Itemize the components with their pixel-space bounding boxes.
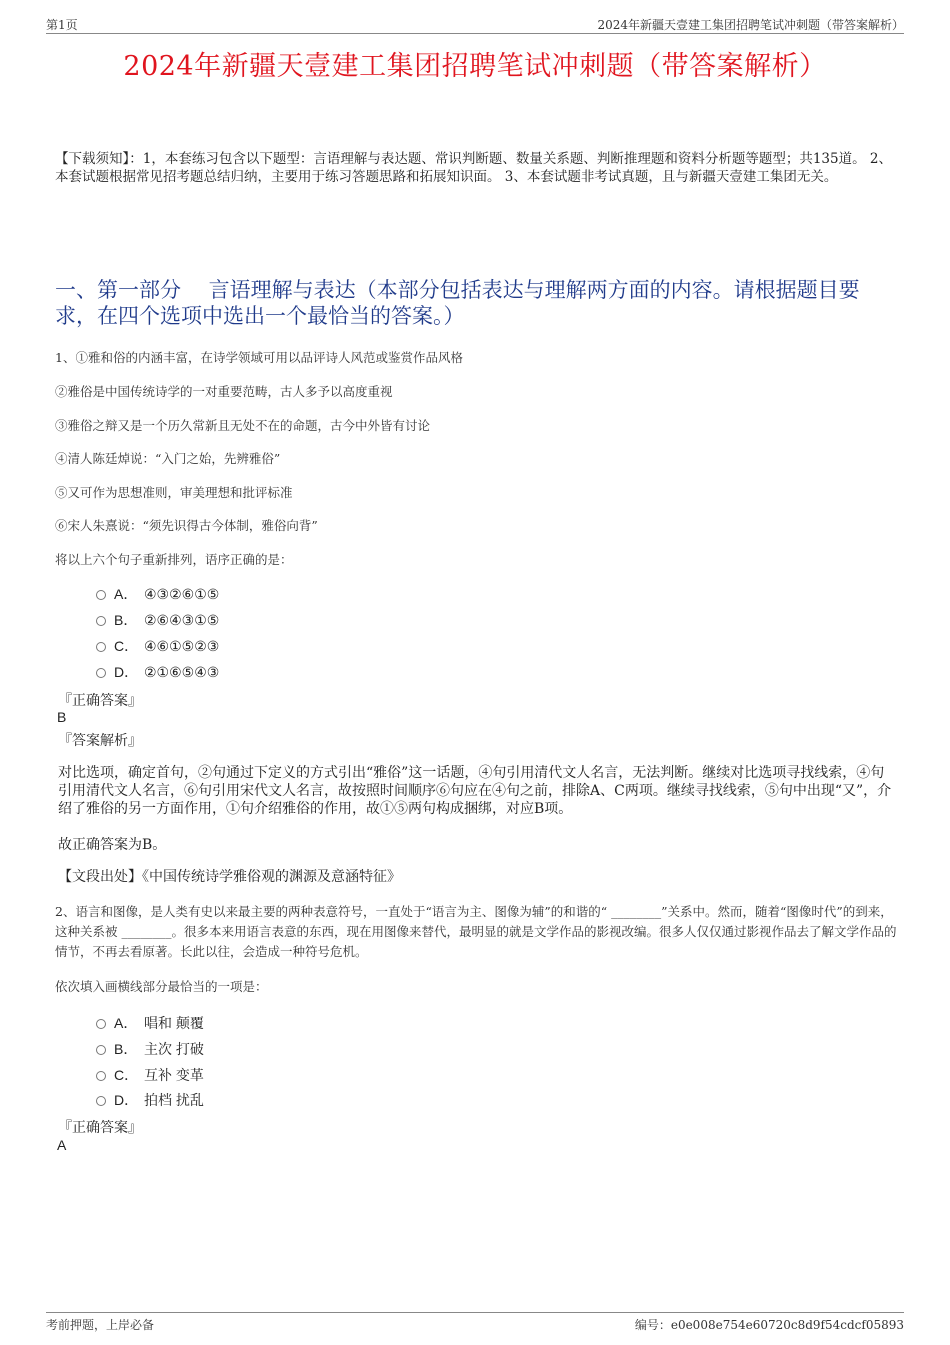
q2-stem: 2、语言和图像，是人类有史以来最主要的两种表意符号，一直处于“语言为主、图像为辅”的和谐的“ ________”关系中。然而，随着“图像时代”的到来，这种关系被 ________。很多本来用语言表意的东西，现在用图像来替代，最明显的就是文学作品的影视改编。很多人仅仅通过影视作品去了解文学作品的情节，不再去看原著。长此以往，会造成一种符号危机。 [55, 904, 897, 959]
page-number: 第1页 [46, 18, 78, 32]
q2-option-a[interactable]: A． 唱和 颠覆 [96, 1013, 204, 1033]
radio-icon[interactable] [96, 1071, 106, 1081]
document-title: 2024年新疆天壹建工集团招聘笔试冲刺题（带答案解析） [123, 51, 827, 82]
q1-prompt: 将以上六个句子重新排列，语序正确的是： [55, 552, 293, 567]
q1-source: 【文段出处】《中国传统诗学雅俗观的渊源及意涵特征》 [58, 869, 401, 885]
q1-line-2: ②雅俗是中国传统诗学的一对重要范畴，古人多予以高度重视 [55, 384, 393, 399]
q2-option-c[interactable]: C． 互补 变革 [96, 1065, 204, 1085]
q1-line-5: ⑤又可作为思想准则，审美理想和批评标准 [55, 485, 293, 500]
q1-analysis-label: 『答案解析』 [58, 733, 142, 749]
header-doc-title: 2024年新疆天壹建工集团招聘笔试冲刺题（带答案解析） [597, 18, 904, 32]
q1-option-b[interactable]: B． ②⑥④③①⑤ [96, 610, 219, 630]
q1-line-1: 1、①雅和俗的内涵丰富，在诗学领域可用以品评诗人风范或鉴赏作品风格 [55, 350, 463, 365]
q2-answer: A [57, 1137, 67, 1153]
radio-icon[interactable] [96, 642, 106, 652]
q1-conclusion: 故正确答案为B。 [58, 837, 167, 853]
q2-answer-label: 『正确答案』 [58, 1120, 142, 1136]
q2-option-b[interactable]: B． 主次 打破 [96, 1039, 204, 1059]
radio-icon[interactable] [96, 616, 106, 626]
section-heading: 一、第一部分 言语理解与表达（本部分包括表达与理解两方面的内容。请根据题目要求，在四个选项中选出一个最恰当的答案。） [55, 278, 860, 328]
footer-code: 编号：e0e008e754e60720c8d9f54cdcf05893 [634, 1318, 904, 1332]
page-header [46, 16, 904, 34]
radio-icon[interactable] [96, 668, 106, 678]
radio-icon[interactable] [96, 1019, 106, 1029]
q1-analysis: 对比选项，确定首句，②句通过下定义的方式引出“雅俗”这一话题，④句引用清代文人名言，无法判断。继续对比选项寻找线索，④句引用清代文人名言，⑥句引用宋代文人名言，故按照时间顺序⑥句应在④句之前，排除A、C两项。继续寻找线索，⑤句中出现“又”，介绍了雅俗的另一方面作用，①句介绍雅俗的作用，故①⑤两句构成捆绑，对应B项。 [58, 765, 892, 817]
q1-line-4: ④清人陈廷焯说：“入门之始，先辨雅俗” [55, 451, 281, 466]
q1-line-6: ⑥宋人朱熹说：“须先识得古今体制，雅俗向背” [55, 518, 318, 533]
q1-answer-label: 『正确答案』 [58, 693, 142, 709]
q1-option-a[interactable]: A． ④③②⑥①⑤ [96, 584, 219, 604]
q1-option-c[interactable]: C． ④⑥①⑤②③ [96, 636, 219, 656]
radio-icon[interactable] [96, 1045, 106, 1055]
radio-icon[interactable] [96, 590, 106, 600]
radio-icon[interactable] [96, 1096, 106, 1106]
q2-prompt: 依次填入画横线部分最恰当的一项是： [55, 979, 268, 994]
page-footer [46, 1312, 904, 1333]
q1-option-d[interactable]: D． ②①⑥⑤④③ [96, 662, 219, 682]
q1-line-3: ③雅俗之辩又是一个历久常新且无处不在的命题，古今中外皆有讨论 [55, 418, 431, 433]
q1-answer: B [57, 709, 67, 725]
q2-option-d[interactable]: D． 拍档 扰乱 [96, 1090, 204, 1110]
download-notice: 【下载须知】：1，本套练习包含以下题型：言语理解与表达题、常识判断题、数量关系题、判断推理题和资料分析题等题型；共135道。 2、本套试题根据常见招考题总结归纳，主要用于练习答题思路和拓展知识面。 3、本套试题非考试真题，且与新疆天壹建工集团无关。 [55, 151, 892, 185]
footer-slogan: 考前押题，上岸必备 [46, 1318, 155, 1332]
